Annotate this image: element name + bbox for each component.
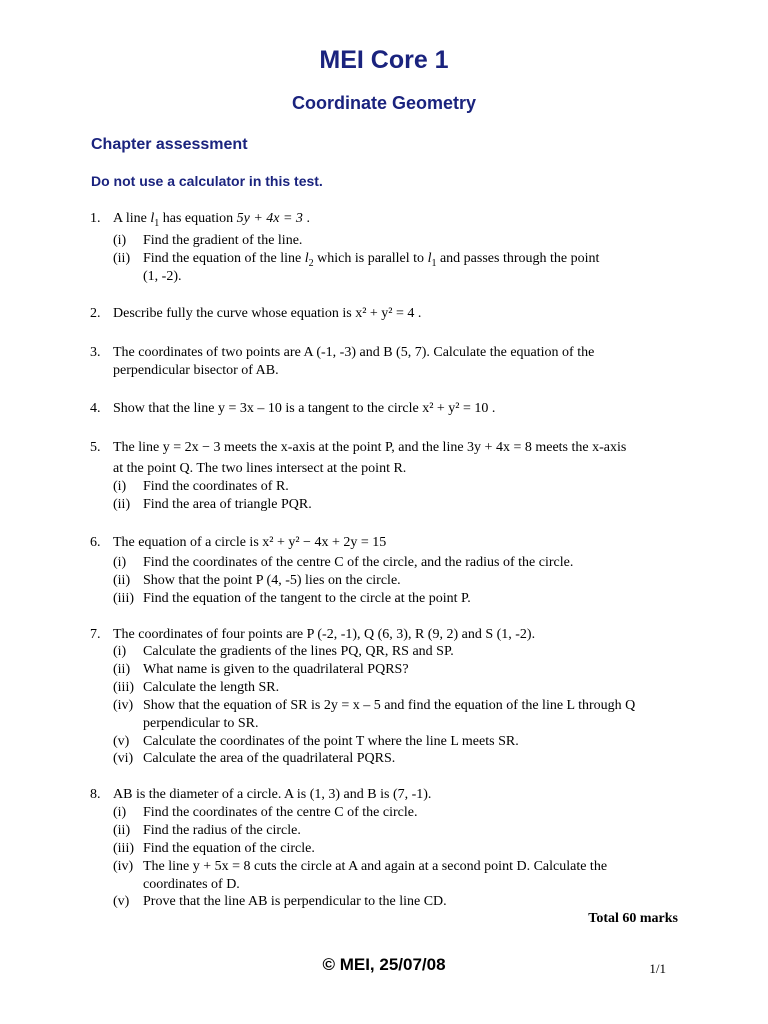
part-label: (i)	[113, 644, 127, 659]
part-label: (ii)	[113, 662, 131, 677]
question-number: 2.	[90, 306, 101, 321]
question-text: Describe fully the curve whose equation is x² + y² = 4 .	[113, 306, 422, 321]
question-text: The coordinates of four points are P (-2, -1), Q (6, 3), R (9, 2) and S (1, -2).	[113, 627, 536, 642]
part-text: Show that the point P (4, -5) lies on the circle.	[143, 573, 401, 588]
question-number: 8.	[90, 787, 101, 802]
part-label: (i)	[113, 805, 127, 820]
part-text: Calculate the gradients of the lines PQ, QR, RS and SP.	[143, 644, 454, 659]
part-label: (ii)	[113, 251, 131, 266]
page-number: 1/1	[649, 961, 666, 976]
part-text: What name is given to the quadrilateral PQRS?	[143, 662, 409, 677]
part-text: Find the area of triangle PQR.	[143, 497, 312, 512]
part-text: Find the gradient of the line.	[143, 233, 303, 248]
part-text: Find the radius of the circle.	[143, 823, 301, 838]
question-text: AB is the diameter of a circle. A is (1, 3) and B is (7, -1).	[113, 787, 432, 802]
part-label: (iv)	[113, 698, 134, 713]
part-text: Calculate the coordinates of the point T where the line L meets SR.	[143, 734, 519, 749]
part-text: The line y + 5x = 8 cuts the circle at A and again at a second point D. Calculate the	[143, 859, 608, 874]
part-text: Calculate the length SR.	[143, 680, 280, 695]
part-label: (iv)	[113, 859, 134, 874]
question-text: The line y = 2x − 3 meets the x-axis at the point P, and the line 3y + 4x = 8 meets the x-axis	[113, 440, 627, 455]
question-number: 7.	[90, 627, 101, 642]
page-title: MEI Core 1	[319, 46, 449, 74]
part-text: Find the equation of the line $l_2$ which is parallel to $l_1$ and passes through the point	[143, 251, 600, 269]
part-text: (1, -2).	[143, 269, 182, 284]
part-text: Find the equation of the tangent to the circle at the point P.	[143, 591, 471, 606]
question-number: 4.	[90, 401, 101, 416]
question-text: The equation of a circle is x² + y² − 4x + 2y = 15	[113, 535, 387, 550]
part-text: Find the coordinates of the centre C of the circle.	[143, 805, 418, 820]
part-label: (i)	[113, 479, 127, 494]
part-text: Find the equation of the circle.	[143, 841, 315, 856]
question-text: The coordinates of two points are A (-1, -3) and B (5, 7). Calculate the equation of the	[113, 345, 595, 360]
question-number: 3.	[90, 345, 101, 360]
part-label: (v)	[113, 894, 130, 909]
part-label: (iii)	[113, 841, 134, 856]
part-label: (iii)	[113, 680, 134, 695]
part-label: (ii)	[113, 823, 131, 838]
question-number: 5.	[90, 440, 101, 455]
page-subtitle: Coordinate Geometry	[291, 93, 477, 113]
question-text: A line $l_1$ has equation 5y + 4x = 3 .	[113, 211, 310, 229]
question-text: perpendicular bisector of AB.	[113, 363, 279, 378]
part-label: (i)	[113, 233, 127, 248]
part-text: perpendicular to SR.	[143, 716, 259, 731]
part-label: (iii)	[113, 591, 134, 606]
part-label: (ii)	[113, 497, 131, 512]
section-heading: Chapter assessment	[91, 136, 248, 153]
part-label: (v)	[113, 734, 130, 749]
part-label: (i)	[113, 555, 127, 570]
instruction: Do not use a calculator in this test.	[91, 173, 323, 189]
question-text: Show that the line y = 3x – 10 is a tangent to the circle x² + y² = 10 .	[113, 401, 496, 416]
part-text: coordinates of D.	[143, 877, 240, 892]
question-number: 1.	[90, 211, 101, 226]
copyright-footer: © MEI, 25/07/08	[322, 955, 446, 974]
part-text: Prove that the line AB is perpendicular to the line CD.	[143, 894, 447, 909]
part-label: (ii)	[113, 573, 131, 588]
part-text: Calculate the area of the quadrilateral PQRS.	[143, 751, 396, 766]
part-text: Find the coordinates of the centre C of the circle, and the radius of the circle.	[143, 555, 574, 570]
part-text: Show that the equation of SR is 2y = x – 5 and find the equation of the line L through Q	[143, 698, 636, 713]
total-marks: Total 60 marks	[588, 911, 678, 926]
question-number: 6.	[90, 535, 101, 550]
question-text: at the point Q. The two lines intersect at the point R.	[113, 461, 407, 476]
part-label: (vi)	[113, 751, 134, 766]
part-text: Find the coordinates of R.	[143, 479, 289, 494]
